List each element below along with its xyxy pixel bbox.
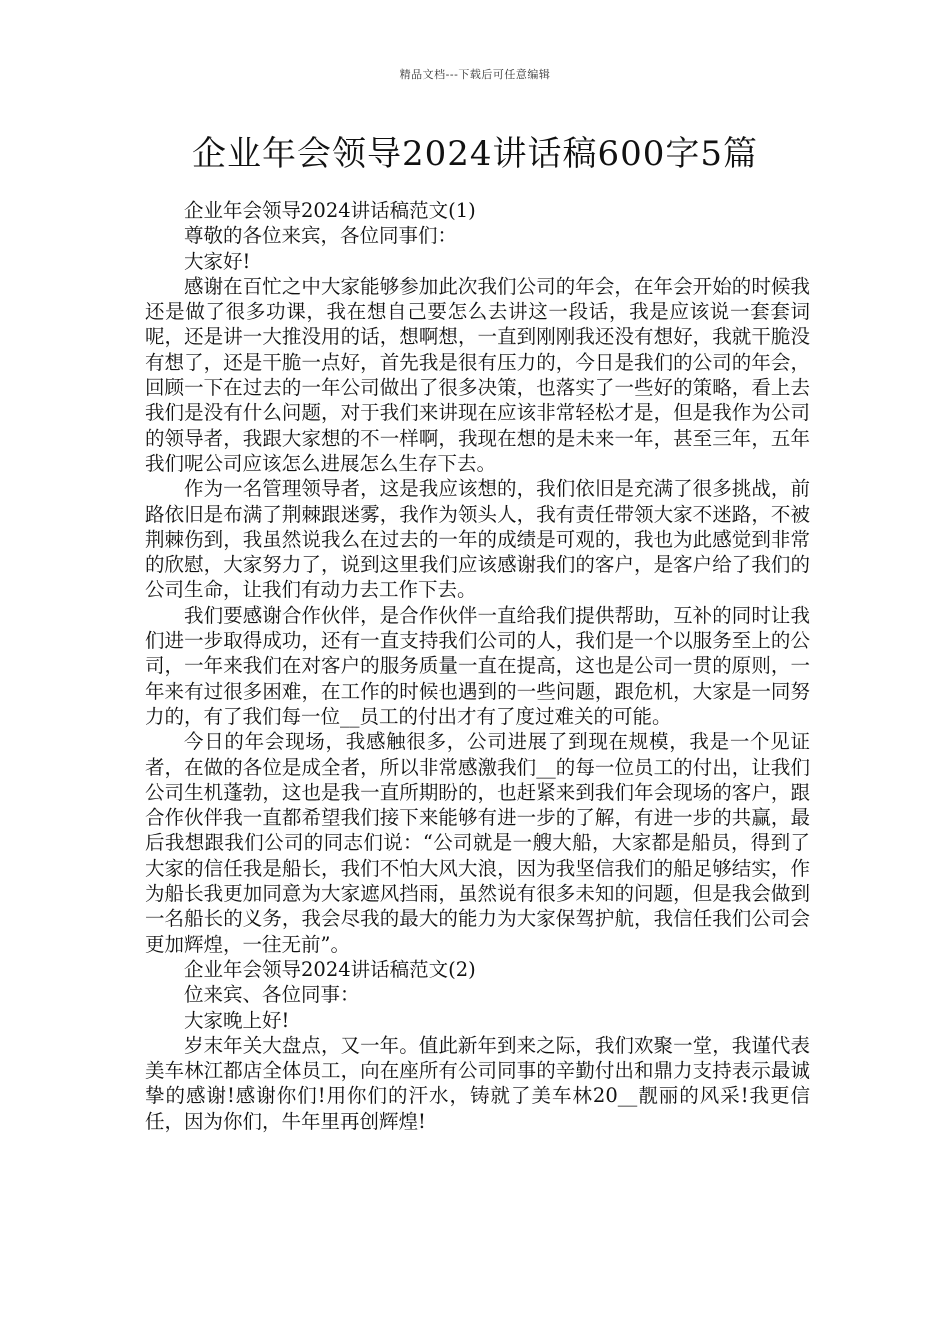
- document-title: 企业年会领导2024讲话稿600字5篇: [191, 134, 759, 174]
- body-paragraph: 作为一名管理领导者，这是我应该想的，我们依旧是充满了很多挑战，前路依旧是布满了荆棘跟迷雾，我作为领头人，我有责任带领大家不迷路，不被荆棘伤到，我虽然说我么在过去的一年的成绩是可观的，我也为此感觉到非常的欣慰，大家努力了，说到这里我们应该感谢我们的客户，是客户给了我们的公司生命，让我们有动力去工作下去。: [145, 477, 810, 602]
- body-paragraph: 岁末年关大盘点，又一年。值此新年到来之际，我们欢聚一堂，我谨代表美车林江都店全体员工，向在座所有公司同事的辛勤付出和鼎力支持表示最诚挚的感谢!感谢你们!用你们的汗水，铸就了美车林20__靓丽的风采!我更信任，因为你们，牛年里再创辉煌!: [145, 1033, 810, 1133]
- document-body: [145, 198, 810, 1134]
- body-paragraph: 今日的年会现场，我感触很多，公司进展了到现在规模，我是一个见证者，在做的各位是成全者，所以非常感激我们__的每一位员工的付出，让我们公司生机蓬勃，这也是我一直所期盼的，也赶紧来到我们年会现场的客户，跟合作伙伴我一直都希望我们接下来能够有进一步的了解，有进一步的共赢，最后我想跟我们公司的同志们说：“公司就是一艘大船，大家都是船员，得到了大家的信任我是船长，我们不怕大风大浪，因为我坚信我们的船足够结实，作为船长我更加同意为大家遮风挡雨，虽然说有很多未知的问题，但是我会做到一名船长的义务，我会尽我的最大的能力为大家保驾护航，我信任我们公司会更加辉煌，一往无前”。: [145, 730, 810, 956]
- body-paragraph: 我们要感谢合作伙伴，是合作伙伴一直给我们提供帮助，互补的同时让我们进一步取得成功，还有一直支持我们公司的人，我们是一个以服务至上的公司，一年来我们在对客户的服务质量一直在提高，这也是公司一贯的原则，一年来有过很多困难，在工作的时候也遇到的一些问题，跟危机，大家是一同努力的，有了我们每一位__员工的付出才有了度过难关的可能。: [145, 603, 810, 728]
- greeting: 大家好!: [184, 249, 251, 273]
- header-note: 精品文档---下载后可任意编辑: [399, 68, 551, 81]
- salutation: 位来宾、各位同事：: [184, 983, 360, 1007]
- body-paragraph: 感谢在百忙之中大家能够参加此次我们公司的年会，在年会开始的时候我还是做了很多功课，我在想自己要怎么去讲这一段话，我是应该说一套套词呢，还是讲一大推没用的话，想啊想，一直到刚刚我还没有想好，我就干脆没有想了，还是干脆一点好，首先我是很有压力的，今日是我们的公司的年会，回顾一下在过去的一年公司做出了很多决策，也落实了一些好的策略，看上去我们是没有什么问题，对于我们来讲现在应该非常轻松才是，但是我作为公司的领导者，我跟大家想的不一样啊，我现在想的是未来一年，甚至三年，五年我们呢公司应该怎么进展怎么生存下去。: [145, 274, 810, 475]
- salutation: 尊敬的各位来宾，各位同事们：: [184, 224, 458, 248]
- greeting: 大家晚上好!: [184, 1008, 290, 1032]
- section-heading-2: 企业年会领导2024讲话稿范文(2): [184, 957, 476, 981]
- section-heading-1: 企业年会领导2024讲话稿范文(1): [184, 199, 476, 222]
